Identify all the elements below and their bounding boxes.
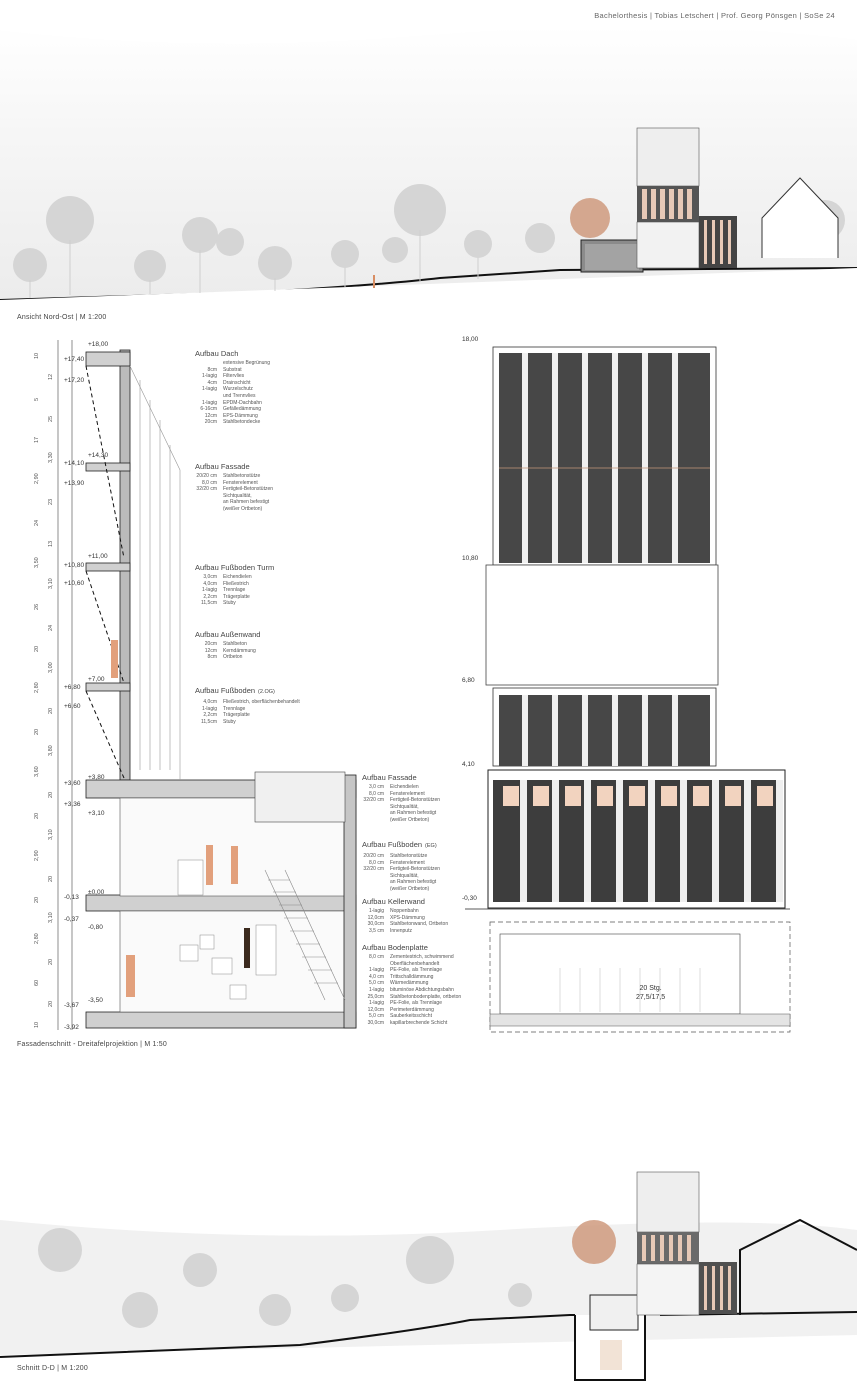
section-level-label: +3,60 — [64, 780, 81, 787]
block-kellerwand — [362, 897, 482, 934]
block-row — [195, 499, 315, 506]
block-title — [362, 773, 482, 782]
block-row-material: Sauberkeitsschicht — [390, 1013, 432, 1020]
block-row-thickness: 3,0 cm — [368, 784, 384, 790]
block-row-material: Sichtqualität, — [390, 803, 419, 810]
section-dimension: 20 — [48, 708, 54, 715]
block-title — [362, 897, 482, 906]
block-row-thickness: 30,0cm — [367, 1019, 384, 1026]
block-row-material: Sichtqualität, — [390, 872, 419, 879]
block-row-thickness: 32/20 cm — [363, 797, 384, 804]
block-row — [195, 393, 315, 400]
block-row — [362, 1000, 492, 1007]
block-row-thickness: 11,5cm — [200, 600, 217, 607]
tree-accent — [570, 198, 610, 238]
block-row-thickness: 2,2cm — [203, 593, 217, 600]
section-level-label: +3,36 — [64, 801, 81, 808]
section-level-label: ±0,00 — [88, 889, 105, 896]
block-row-thickness: 20/20 cm — [196, 473, 217, 479]
block-row — [195, 360, 315, 367]
block-row-thickness: 8,0 cm — [368, 790, 384, 797]
section-level-label: -0,13 — [64, 894, 79, 901]
stair-note — [636, 984, 665, 1002]
header-title: Bachelorthesis | Tobias Letschert | Prof. Georg Pönsgen | SoSe 24 — [594, 11, 835, 20]
block-row — [195, 419, 315, 426]
block-row-material: Trägerplatte — [223, 593, 250, 600]
section-dimension: 26 — [34, 603, 40, 610]
schnitt-d-d — [0, 1172, 857, 1380]
block-row-material: Eichendielen — [390, 784, 419, 790]
section-dimension: 2,80 — [34, 682, 40, 694]
block-row-material: Ortbeton — [223, 654, 243, 661]
section-dimension: 2,90 — [34, 850, 40, 861]
section-level-label: +6,80 — [64, 684, 81, 691]
block-row-material: Noppenbahn — [390, 908, 419, 914]
section-level-label: +17,20 — [64, 377, 85, 384]
block-row — [362, 1007, 492, 1014]
block-row-thickness: 1-lagig — [201, 386, 217, 393]
elevation-level-label: -0,30 — [462, 895, 477, 902]
block-row-material: Gefälledämmung — [223, 406, 262, 413]
block-row-thickness — [195, 499, 217, 506]
block-row-thickness: 1-lagig — [368, 967, 384, 974]
block-row-material: Stahlbetonstütze — [223, 473, 261, 479]
block-row — [362, 961, 492, 968]
section-dimension: 2,90 — [34, 473, 40, 485]
block-row — [362, 915, 482, 922]
block-row-material: Drainschicht — [223, 379, 251, 386]
block-row-material: Trennlage — [223, 587, 246, 594]
block-row — [362, 810, 482, 817]
tower-top — [637, 128, 699, 186]
block-fussboden-og2 — [195, 686, 335, 725]
stair-count: 20 Stg. — [639, 985, 662, 992]
block-row-material: PE-Folie, als Trennlage — [390, 1000, 442, 1007]
block-row-thickness: 8,0 cm — [368, 954, 384, 960]
block-row-thickness: 1-lagig — [368, 1000, 384, 1007]
block-row-thickness: 1-lagig — [201, 399, 217, 406]
block-row-thickness: 32/20 cm — [363, 866, 384, 873]
block-row-material: EPS-Dämmung — [223, 412, 258, 419]
section-dimension: 3,00 — [48, 661, 54, 673]
section-dimension: 3,10 — [48, 829, 54, 840]
block-title-text: Aufbau Fassade — [362, 773, 417, 782]
block-fussboden-turm — [195, 563, 315, 607]
section-level-label: +3,10 — [88, 810, 105, 817]
block-row-material: Stuby — [223, 718, 236, 725]
block-title-text: Aufbau Fußboden — [195, 686, 256, 695]
block-row-thickness: 5,0 cm — [368, 1013, 384, 1020]
block-row — [362, 1020, 492, 1027]
block-row-thickness: 1-lagig — [201, 373, 217, 380]
block-fassade-eg — [362, 773, 482, 824]
block-row-material: Innenputz — [390, 927, 412, 934]
section-dimension: 3,10 — [48, 912, 54, 924]
block-row-thickness: 8cm — [207, 366, 217, 373]
block-row-material: Wärmedämmung — [390, 980, 429, 987]
section-level-label: -0,80 — [88, 924, 103, 931]
section-level-label: +3,80 — [88, 774, 105, 781]
block-row-thickness: 6-16cm — [200, 406, 217, 413]
block-row-thickness: 30,0cm — [367, 921, 384, 928]
block-title-text: Aufbau Fußboden — [362, 840, 423, 849]
block-row-thickness: 11,5cm — [200, 718, 217, 725]
block-row-material: Trägerplatte — [223, 712, 250, 719]
block-row-thickness: 12cm — [204, 647, 217, 654]
block-row — [362, 853, 482, 860]
block-row — [195, 654, 315, 661]
block-row — [195, 373, 315, 380]
section-dimension: 24 — [48, 624, 54, 631]
block-row-thickness — [362, 817, 384, 824]
block-row — [195, 386, 315, 393]
block-row — [362, 797, 482, 804]
block-row-thickness: 8cm — [207, 654, 217, 661]
block-row-thickness — [195, 393, 217, 400]
block-title — [195, 630, 315, 639]
block-row — [362, 866, 482, 873]
block-row-material: Stahlbetonwand, Ortbeton — [390, 921, 449, 928]
elevation-tower — [465, 347, 790, 1032]
section-level-label: +6,60 — [64, 703, 81, 710]
block-row-material: und Trennvlies — [223, 392, 256, 399]
block-row-material: PE-Folie, als Trennlage — [390, 967, 442, 974]
block-row — [195, 648, 315, 655]
block-bodenplatte — [362, 943, 492, 1027]
block-fussboden-eg — [362, 840, 482, 893]
block-row-thickness: 12,0cm — [367, 1006, 384, 1013]
block-row — [362, 1013, 492, 1020]
block-row-material: Trennlage — [223, 705, 246, 712]
block-row — [362, 791, 482, 798]
block-title — [362, 840, 482, 851]
section-level-label: +7,00 — [88, 676, 105, 683]
elevation-level-label: 10,80 — [462, 555, 479, 562]
block-row-material: Stuby — [223, 600, 236, 607]
section-dimension: 20 — [34, 729, 40, 736]
section-dimension: 13 — [48, 540, 54, 548]
block-row-material: Stahlbetonstütze — [390, 853, 428, 859]
block-row-thickness: 20cm — [204, 641, 217, 647]
block-row — [195, 367, 315, 374]
block-row — [195, 406, 315, 413]
block-row-thickness: 2,2cm — [203, 712, 217, 719]
block-row-material: an Rahmen befestigt — [223, 499, 270, 506]
section-level-label: +14,30 — [88, 452, 109, 459]
block-row — [362, 886, 482, 893]
block-row-material: Stahlbeton — [223, 641, 247, 647]
block-row-thickness: 1-lagig — [201, 705, 217, 712]
block-row-material: Stahlbetonbodenplatte, ortbeton — [390, 993, 462, 1000]
block-row-thickness: 1-lagig — [368, 986, 384, 993]
section-dimension: 20 — [34, 896, 40, 903]
block-row — [362, 967, 492, 974]
section-dimension: 5 — [34, 397, 40, 401]
block-row-material: Stahlbetondecke — [223, 419, 261, 426]
section-level-label: -0,37 — [64, 916, 79, 923]
section-dimension: 3,30 — [48, 452, 54, 464]
block-row-thickness — [362, 810, 384, 817]
elevation-nord-ost — [0, 26, 857, 320]
block-row — [195, 581, 315, 588]
block-row — [362, 873, 482, 880]
block-row-material: (weißer Ortbeton) — [390, 885, 430, 892]
section-dimension: 3,60 — [34, 766, 40, 778]
block-row — [362, 994, 492, 1001]
block-row-thickness: 5,0 cm — [368, 980, 384, 987]
block-row — [195, 641, 315, 648]
section-level-label: +17,40 — [64, 356, 85, 363]
section-dimension: 10 — [34, 352, 40, 359]
block-row — [195, 413, 315, 420]
block-dach — [195, 349, 315, 426]
block-row-material: an Rahmen befestigt — [390, 879, 437, 886]
block-row — [195, 400, 315, 407]
block-row-thickness: 32/20 cm — [196, 486, 217, 493]
block-row-material: Zementestrich, schwimmend — [390, 954, 454, 960]
block-row — [195, 493, 315, 500]
block-row-material: an Rahmen befestigt — [390, 810, 437, 817]
block-title-text: Aufbau Bodenplatte — [362, 943, 428, 952]
block-row — [195, 486, 315, 493]
section-dimension: 20 — [48, 791, 54, 798]
block-row-material: Fensterelement — [223, 479, 258, 486]
block-row — [362, 817, 482, 824]
block-row-thickness: 25,0cm — [367, 993, 384, 1000]
section-dimension: 3,10 — [48, 578, 54, 589]
block-title-text: Aufbau Fußboden Turm — [195, 563, 275, 572]
block-row-thickness — [362, 873, 384, 880]
block-row — [195, 699, 335, 706]
block-row — [362, 974, 492, 981]
section-dimension: 10 — [34, 1021, 40, 1028]
section-dimension: 17 — [34, 436, 40, 443]
section-level-label: +10,80 — [64, 562, 85, 569]
block-row-thickness: 4,0cm — [203, 580, 217, 587]
block-row — [195, 574, 315, 581]
caption-ansicht: Ansicht Nord-Ost | M 1:200 — [17, 314, 107, 321]
block-fassade — [195, 462, 315, 513]
block-title-text: Aufbau Dach — [195, 349, 239, 358]
block-row — [195, 587, 315, 594]
block-row-thickness — [362, 879, 384, 886]
block-row-thickness: 12cm — [204, 412, 217, 419]
block-row — [362, 954, 492, 961]
section-level-label: +14,10 — [64, 460, 85, 467]
block-row-thickness: 8,0 cm — [368, 859, 384, 866]
block-aussenwand — [195, 630, 315, 661]
block-row — [362, 980, 492, 987]
block-row-material: Fertigteil-Betonstützen — [390, 866, 441, 873]
block-title — [195, 563, 315, 572]
block-row — [195, 594, 315, 601]
block-row-thickness: 3,5 cm — [368, 927, 384, 934]
section-level-label: -3,92 — [64, 1024, 79, 1031]
section-dimension: 20 — [48, 1000, 54, 1008]
block-row-thickness — [362, 886, 384, 893]
block-row-material: (weißer Ortbeton) — [390, 816, 430, 823]
block-row-material: Fensterelement — [390, 790, 425, 797]
section-dimension: 25 — [48, 415, 54, 422]
block-row — [362, 987, 492, 994]
block-row-material: Eichendielen — [223, 574, 252, 580]
block-row-material: Kerndämmung — [223, 647, 256, 654]
block-row-thickness: 20/20 cm — [363, 853, 384, 859]
section-dimension: 12 — [48, 373, 54, 380]
block-title — [195, 349, 315, 358]
block-row-thickness — [195, 493, 217, 500]
block-row-thickness: 4,0 cm — [368, 973, 384, 980]
block-row — [362, 860, 482, 867]
elevation-level-label: 4,10 — [462, 761, 475, 768]
stair-ratio: 27,5/17,5 — [636, 994, 666, 1001]
block-row — [195, 380, 315, 387]
block-row-material: Sichtqualität, — [223, 492, 252, 499]
section-dimension: 20 — [34, 645, 40, 652]
section-dimension: 20 — [34, 812, 40, 819]
elevation-level-label: 6,80 — [462, 677, 475, 684]
block-row-thickness: 4cm — [207, 379, 217, 386]
block-row-thickness: 3,0cm — [203, 574, 217, 580]
block-row-thickness — [195, 360, 217, 367]
section-dimension: 20 — [48, 875, 54, 882]
block-title — [362, 943, 492, 952]
block-title-suffix: (2.OG) — [258, 689, 275, 695]
block-row-material: Fensterelement — [390, 859, 425, 866]
block-row — [195, 473, 315, 480]
block-row-thickness: 1-lagig — [368, 908, 384, 914]
block-title — [195, 686, 335, 697]
elevation-level-label: 18,00 — [462, 336, 479, 343]
block-row-thickness — [195, 506, 217, 513]
section-level-label: -3,50 — [88, 997, 103, 1004]
block-row — [195, 712, 335, 719]
block-row-thickness: 20cm — [204, 419, 217, 426]
block-row — [195, 506, 315, 513]
section-level-label: -3,67 — [64, 1002, 79, 1009]
block-row-material: extensive Begrünung — [223, 360, 270, 366]
section-dimension: 24 — [34, 520, 40, 527]
section-level-label: +10,60 — [64, 580, 85, 587]
section-dimension: 3,80 — [48, 745, 54, 757]
block-row-material: Filtervlies — [223, 373, 245, 380]
block-row-material: Fertigteil-Betonstützen — [223, 486, 274, 493]
section-dimension: 3,50 — [34, 557, 40, 568]
block-row-material: Fertigteil-Betonstützen — [390, 797, 441, 804]
block-row — [195, 480, 315, 487]
block-row — [362, 921, 482, 928]
section-level-label: +11,00 — [88, 553, 108, 560]
caption-schnitt: Schnitt D-D | M 1:200 — [17, 1365, 88, 1372]
block-row-material: Wurzelschutz — [223, 386, 253, 393]
block-title — [195, 462, 315, 471]
block-row-material: Oberflächenbehandelt — [390, 960, 440, 967]
block-title-text: Aufbau Fassade — [195, 462, 250, 471]
section-dimension: 20 — [48, 959, 54, 966]
block-row-thickness — [362, 961, 384, 968]
block-row-thickness: 4,0cm — [203, 699, 217, 705]
block-row — [195, 600, 315, 607]
block-row-material: XPS-Dämmung — [390, 914, 425, 921]
block-row — [362, 784, 482, 791]
block-row — [362, 804, 482, 811]
block-title-text: Aufbau Kellerwand — [362, 897, 425, 906]
block-row-thickness: 8,0 cm — [201, 479, 217, 486]
block-row-material: bituminöse Abdichtungsbahn — [390, 986, 454, 993]
block-row-material: EPDM-Dachbahn — [223, 399, 262, 406]
block-row-material: Substrat — [223, 366, 242, 373]
block-title-suffix: (EG) — [425, 843, 437, 849]
block-row — [362, 928, 482, 935]
section-dimension: 60 — [34, 980, 40, 987]
section-level-label: +13,90 — [64, 480, 85, 487]
block-row-material: Trittschalldämmung — [390, 973, 434, 980]
block-row-thickness: 1-lagig — [201, 587, 217, 594]
block-row-material: (weißer Ortbeton) — [223, 505, 263, 512]
block-title-text: Aufbau Außenwand — [195, 630, 261, 639]
block-row — [362, 879, 482, 886]
block-row — [362, 908, 482, 915]
caption-fassadenschnitt: Fassadenschnitt - Dreitafelprojektion | M 1:50 — [17, 1041, 167, 1048]
block-row-material: kapillarbrechende Schicht — [390, 1019, 448, 1026]
section-dimension: 2,80 — [34, 933, 40, 945]
block-row — [195, 706, 335, 713]
block-row-material: Fließestrich, oberflächenbehandelt — [223, 699, 300, 705]
block-row-thickness — [362, 804, 384, 811]
block-row-material: Fließestrich — [223, 580, 249, 587]
section-level-label: +18,00 — [88, 341, 109, 348]
block-row-material: Perimeterdämmung — [390, 1006, 434, 1013]
section-dimension: 23 — [48, 499, 54, 506]
block-row — [195, 719, 335, 726]
block-row-thickness: 12,0cm — [367, 914, 384, 921]
